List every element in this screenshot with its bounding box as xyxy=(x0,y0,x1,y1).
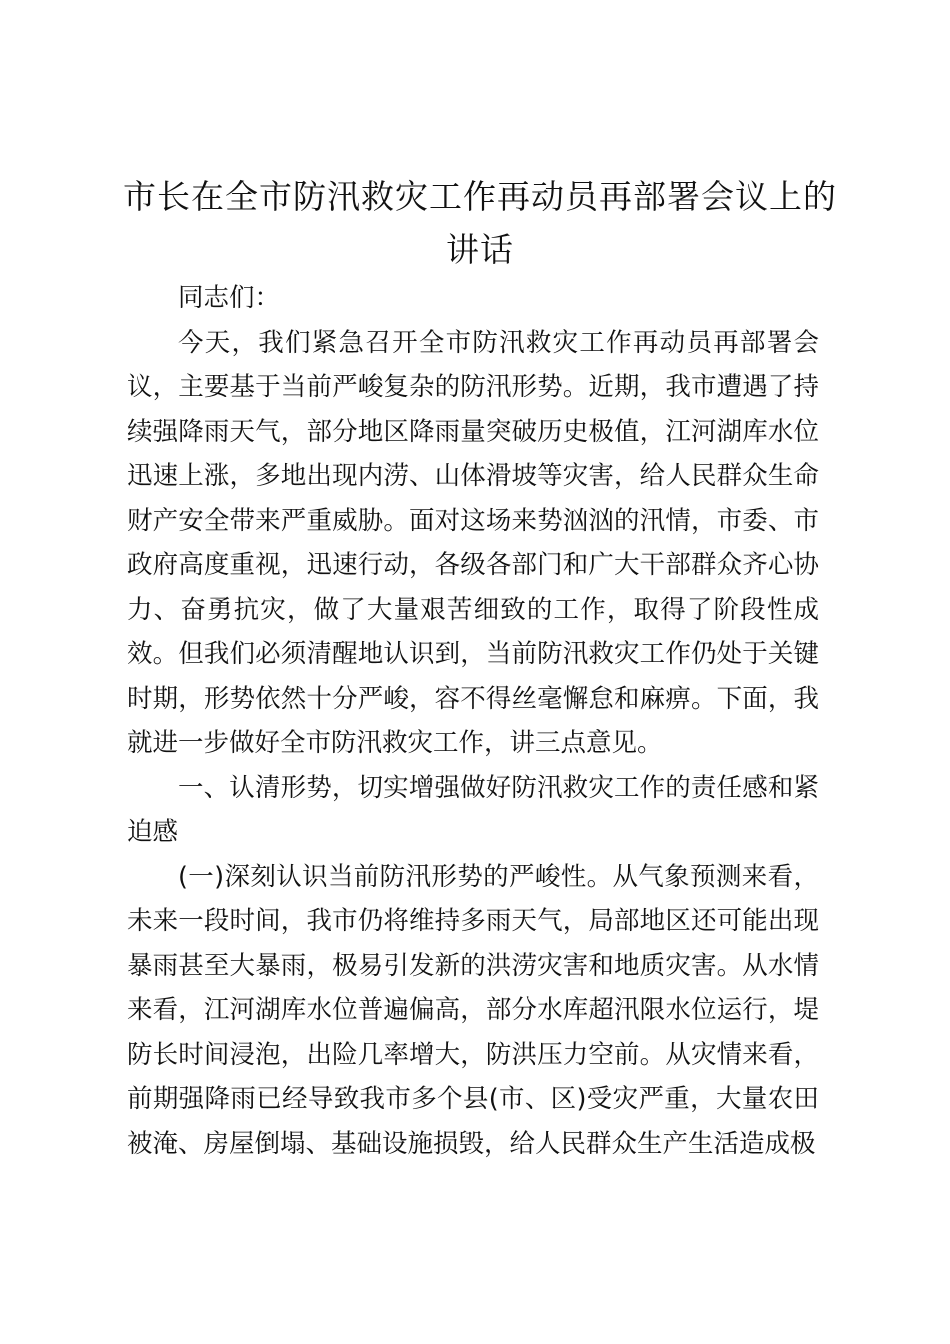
section-heading: 一、认清形势，切实增强做好防汛救灾工作的责任感和紧迫感 xyxy=(127,772,819,847)
intro-paragraph: 今天，我们紧急召开全市防汛救灾工作再动员再部署会议，主要基于当前严峻复杂的防汛形势。近期，我市遭遇了持续强降雨天气，部分地区降雨量突破历史极值，江河湖库水位迅速上涨，多地出现内涝、山体滑坡等灾害，给人民群众生命财产安全带来严重威胁。面对这场来势汹汹的汛情，市委、市政府高度重视，迅速行动，各级各部门和广大干部群众齐心协力、奋勇抗灾，做了大量艰苦细致的工作，取得了阶段性成效。但我们必须清醒地认识到，当前防汛救灾工作仍处于关键时期，形势依然十分严峻，容不得丝毫懈怠和麻痹。下面，我就进一步做好全市防汛救灾工作，讲三点意见。 xyxy=(127,327,819,758)
subsection-paragraph: (一)深刻认识当前防汛形势的严峻性。从气象预测来看，未来一段时间，我市仍将维持多雨天气，局部地区还可能出现暴雨甚至大暴雨，极易引发新的洪涝灾害和地质灾害。从水情来看，江河湖库水位普遍偏高，部分水库超汛限水位运行，堤防长时间浸泡，出险几率增大，防洪压力空前。从灾情来看，前期强降雨已经导致我市多个县(市、区)受灾严重，大量农田被淹、房屋倒塌、基础设施损毁，给人民群众生产生活造成极 xyxy=(127,861,819,1159)
document-title: 市长在全市防汛救灾工作再动员再部署会议上的讲话 xyxy=(123,177,837,269)
document-body xyxy=(127,276,819,1166)
salutation-paragraph: 同志们： xyxy=(178,283,281,313)
